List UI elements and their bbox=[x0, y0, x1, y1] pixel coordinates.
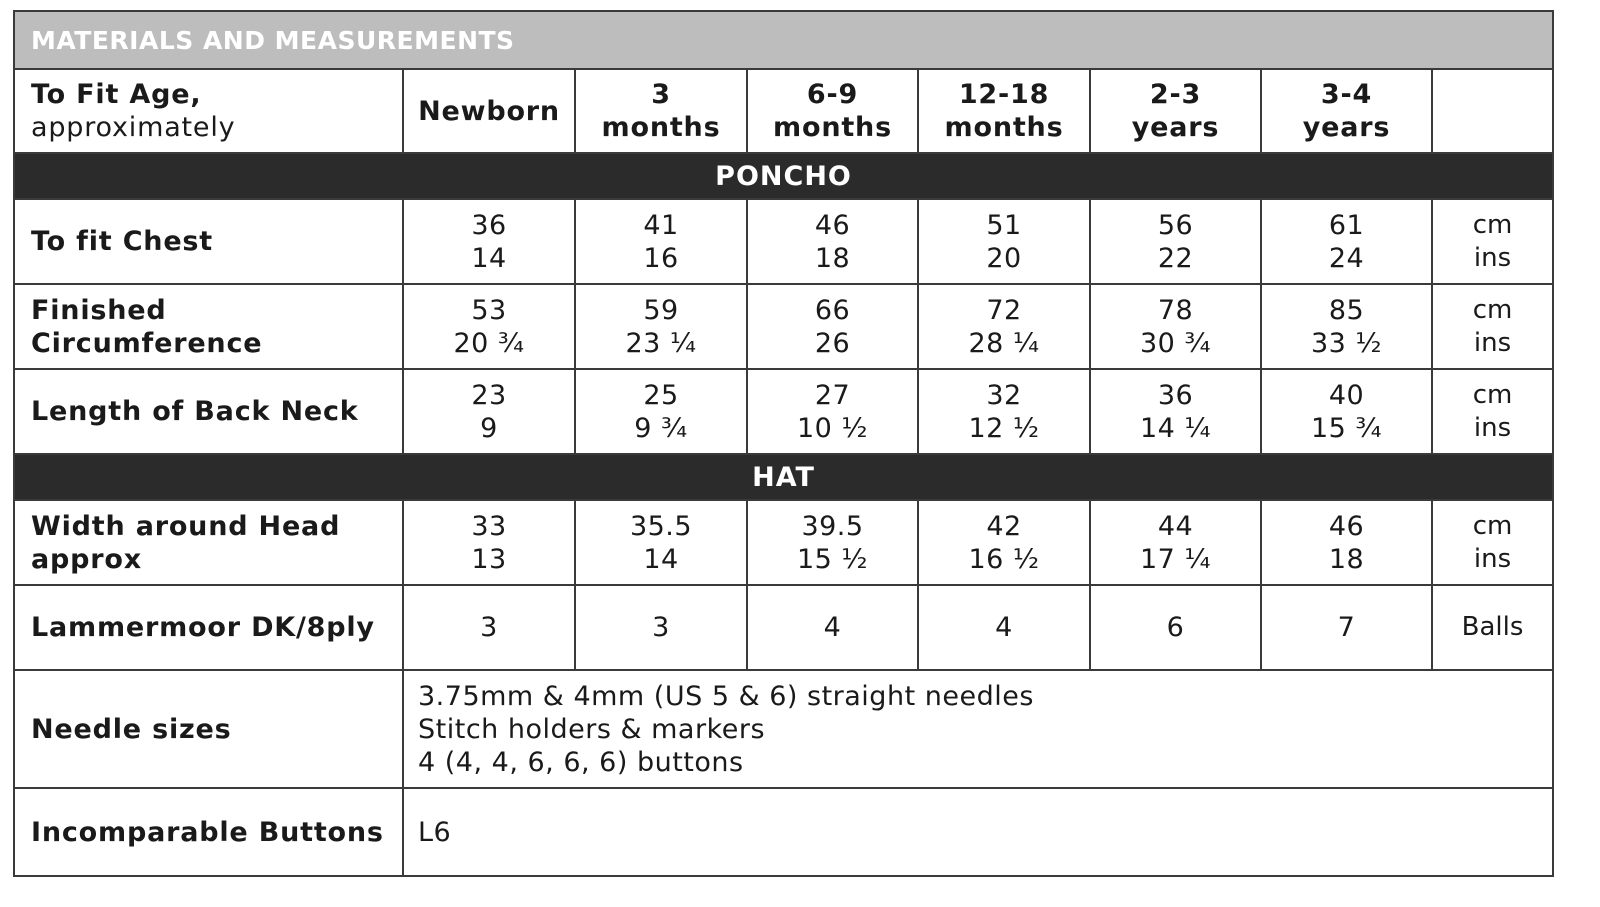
value-cm: 23 bbox=[471, 379, 507, 411]
table-cell bbox=[575, 199, 747, 284]
table-row-buttons bbox=[14, 788, 1553, 876]
table-cell bbox=[1090, 500, 1261, 585]
value-cm: 36 bbox=[1157, 379, 1194, 411]
row-label-back-neck: Length of Back Neck bbox=[14, 369, 403, 454]
size-header-line2: years bbox=[1131, 112, 1220, 143]
value-ins: 12 ½ bbox=[968, 412, 1040, 444]
table-cell bbox=[918, 284, 1090, 369]
row-label-line2: approx bbox=[31, 543, 142, 575]
row-label-line1: Width around Head bbox=[31, 510, 341, 542]
age-header-row bbox=[14, 69, 1553, 153]
value-ins: 24 bbox=[1328, 242, 1365, 274]
value-ins: 20 bbox=[986, 242, 1022, 274]
row-label-buttons: Incomparable Buttons bbox=[14, 788, 403, 876]
section-row-poncho bbox=[14, 153, 1553, 199]
table-cell: 3 bbox=[575, 585, 747, 670]
value-cm: 78 bbox=[1157, 294, 1194, 326]
value-ins: 20 ¾ bbox=[453, 327, 525, 359]
row-label-circumference bbox=[14, 284, 403, 369]
value-ins: 9 bbox=[480, 412, 498, 444]
table-cell: 4 bbox=[747, 585, 918, 670]
value-ins: 30 ¾ bbox=[1139, 327, 1212, 359]
table-cell bbox=[918, 369, 1090, 454]
row-label-needles: Needle sizes bbox=[14, 670, 403, 788]
value-cm: 46 bbox=[1328, 510, 1365, 542]
value-cm: 66 bbox=[814, 294, 851, 326]
section-heading-poncho: PONCHO bbox=[14, 153, 1553, 199]
needles-line: 4 (4, 4, 6, 6, 6) buttons bbox=[418, 746, 744, 778]
value-cm: 27 bbox=[814, 379, 851, 411]
value-ins: 23 ¼ bbox=[625, 327, 697, 359]
measurements-sheet bbox=[13, 10, 1552, 878]
value-cm: 32 bbox=[986, 379, 1022, 411]
table-row-circumference bbox=[14, 284, 1553, 369]
table-cell: 3 bbox=[403, 585, 575, 670]
table-cell bbox=[918, 500, 1090, 585]
row-label-chest: To fit Chest bbox=[14, 199, 403, 284]
size-header-12-18m bbox=[918, 69, 1090, 153]
table-cell bbox=[575, 284, 747, 369]
size-header-2-3y bbox=[1090, 69, 1261, 153]
value-ins: 17 ¼ bbox=[1139, 543, 1212, 575]
table-cell bbox=[918, 199, 1090, 284]
table-cell bbox=[1090, 284, 1261, 369]
unit-cell-balls: Balls bbox=[1432, 585, 1553, 670]
value-ins: 15 ½ bbox=[796, 543, 869, 575]
value-ins: 18 bbox=[1328, 543, 1365, 575]
needles-line: Stitch holders & markers bbox=[418, 713, 766, 745]
table-cell bbox=[1261, 369, 1432, 454]
size-header-line1: 6-9 bbox=[806, 79, 859, 110]
table-cell bbox=[747, 500, 918, 585]
value-cm: 72 bbox=[986, 294, 1022, 326]
value-cm: 40 bbox=[1328, 379, 1365, 411]
value-cm: 59 bbox=[643, 294, 679, 326]
unit-cm: cm bbox=[1472, 379, 1513, 410]
row-label-line2: Circumference bbox=[31, 327, 263, 359]
value-cm: 39.5 bbox=[801, 510, 864, 542]
unit-header bbox=[1432, 69, 1553, 153]
value-ins: 14 bbox=[643, 543, 679, 575]
size-header-line1: 12-18 bbox=[958, 79, 1050, 110]
unit-ins: ins bbox=[1473, 242, 1512, 273]
size-header-line2: months bbox=[601, 112, 721, 143]
table-row-chest bbox=[14, 199, 1553, 284]
table-cell bbox=[403, 500, 575, 585]
value-cm: 46 bbox=[814, 209, 851, 241]
value-cm: 44 bbox=[1157, 510, 1194, 542]
age-label-main: To Fit Age, bbox=[31, 79, 202, 110]
needles-details bbox=[403, 670, 1553, 788]
table-cell bbox=[1261, 284, 1432, 369]
value-cm: 25 bbox=[643, 379, 679, 411]
table-cell bbox=[1090, 369, 1261, 454]
value-cm: 42 bbox=[986, 510, 1022, 542]
table-cell bbox=[575, 369, 747, 454]
table-row-back-neck bbox=[14, 369, 1553, 454]
table-row-yarn bbox=[14, 585, 1553, 670]
value-ins: 9 ¾ bbox=[634, 412, 688, 444]
value-ins: 16 ½ bbox=[968, 543, 1040, 575]
unit-cell bbox=[1432, 284, 1553, 369]
table-cell bbox=[1261, 199, 1432, 284]
value-ins: 13 bbox=[471, 543, 507, 575]
value-cm: 85 bbox=[1328, 294, 1365, 326]
value-cm: 33 bbox=[471, 510, 507, 542]
measurements-table bbox=[13, 10, 1554, 877]
row-label-head bbox=[14, 500, 403, 585]
unit-cell bbox=[1432, 500, 1553, 585]
size-header-line2: years bbox=[1302, 112, 1391, 143]
unit-cm: cm bbox=[1472, 209, 1513, 240]
buttons-value: L6 bbox=[403, 788, 1553, 876]
value-cm: 61 bbox=[1328, 209, 1365, 241]
size-header-line1: Newborn bbox=[418, 95, 560, 127]
unit-ins: ins bbox=[1473, 543, 1512, 574]
section-row-hat bbox=[14, 454, 1553, 500]
section-heading-hat: HAT bbox=[14, 454, 1553, 500]
table-cell bbox=[403, 199, 575, 284]
value-ins: 26 bbox=[814, 327, 851, 359]
unit-ins: ins bbox=[1473, 327, 1512, 358]
table-cell: 6 bbox=[1090, 585, 1261, 670]
value-ins: 14 bbox=[471, 242, 507, 274]
row-label-yarn: Lammermoor DK/8ply bbox=[14, 585, 403, 670]
value-ins: 28 ¼ bbox=[968, 327, 1040, 359]
size-header-newborn bbox=[403, 69, 575, 153]
table-row-needles bbox=[14, 670, 1553, 788]
table-cell bbox=[403, 369, 575, 454]
value-cm: 41 bbox=[643, 209, 679, 241]
age-label bbox=[14, 69, 403, 153]
value-ins: 10 ½ bbox=[796, 412, 869, 444]
unit-cm: cm bbox=[1472, 510, 1513, 541]
table-cell bbox=[1261, 500, 1432, 585]
size-header-3m bbox=[575, 69, 747, 153]
table-cell: 7 bbox=[1261, 585, 1432, 670]
table-cell bbox=[1090, 199, 1261, 284]
size-header-line2: months bbox=[944, 112, 1064, 143]
table-cell bbox=[747, 369, 918, 454]
size-header-line1: 3 bbox=[651, 79, 671, 110]
unit-cell bbox=[1432, 199, 1553, 284]
size-header-line1: 3-4 bbox=[1320, 79, 1373, 110]
size-header-3-4y bbox=[1261, 69, 1432, 153]
age-label-sub: approximately bbox=[31, 112, 236, 143]
unit-cell bbox=[1432, 369, 1553, 454]
value-cm: 35.5 bbox=[629, 510, 693, 542]
table-cell bbox=[747, 199, 918, 284]
value-ins: 22 bbox=[1157, 242, 1194, 274]
row-label-line1: Finished bbox=[31, 294, 167, 326]
table-cell bbox=[575, 500, 747, 585]
value-cm: 51 bbox=[986, 209, 1022, 241]
value-ins: 18 bbox=[814, 242, 851, 274]
table-title: MATERIALS AND MEASUREMENTS bbox=[14, 11, 1553, 69]
size-header-6-9m bbox=[747, 69, 918, 153]
size-header-line1: 2-3 bbox=[1149, 79, 1202, 110]
size-header-line2: months bbox=[773, 112, 892, 143]
value-ins: 33 ½ bbox=[1310, 327, 1383, 359]
needles-line: 3.75mm & 4mm (US 5 & 6) straight needles bbox=[418, 680, 1034, 712]
value-ins: 14 ¼ bbox=[1139, 412, 1212, 444]
value-cm: 36 bbox=[471, 209, 507, 241]
value-ins: 15 ¾ bbox=[1310, 412, 1383, 444]
table-row-head bbox=[14, 500, 1553, 585]
value-ins: 16 bbox=[643, 242, 679, 274]
table-cell bbox=[403, 284, 575, 369]
value-cm: 56 bbox=[1157, 209, 1194, 241]
value-cm: 53 bbox=[471, 294, 507, 326]
title-row bbox=[14, 11, 1553, 69]
table-cell bbox=[747, 284, 918, 369]
unit-cm: cm bbox=[1472, 294, 1513, 325]
table-cell: 4 bbox=[918, 585, 1090, 670]
unit-ins: ins bbox=[1473, 412, 1512, 443]
